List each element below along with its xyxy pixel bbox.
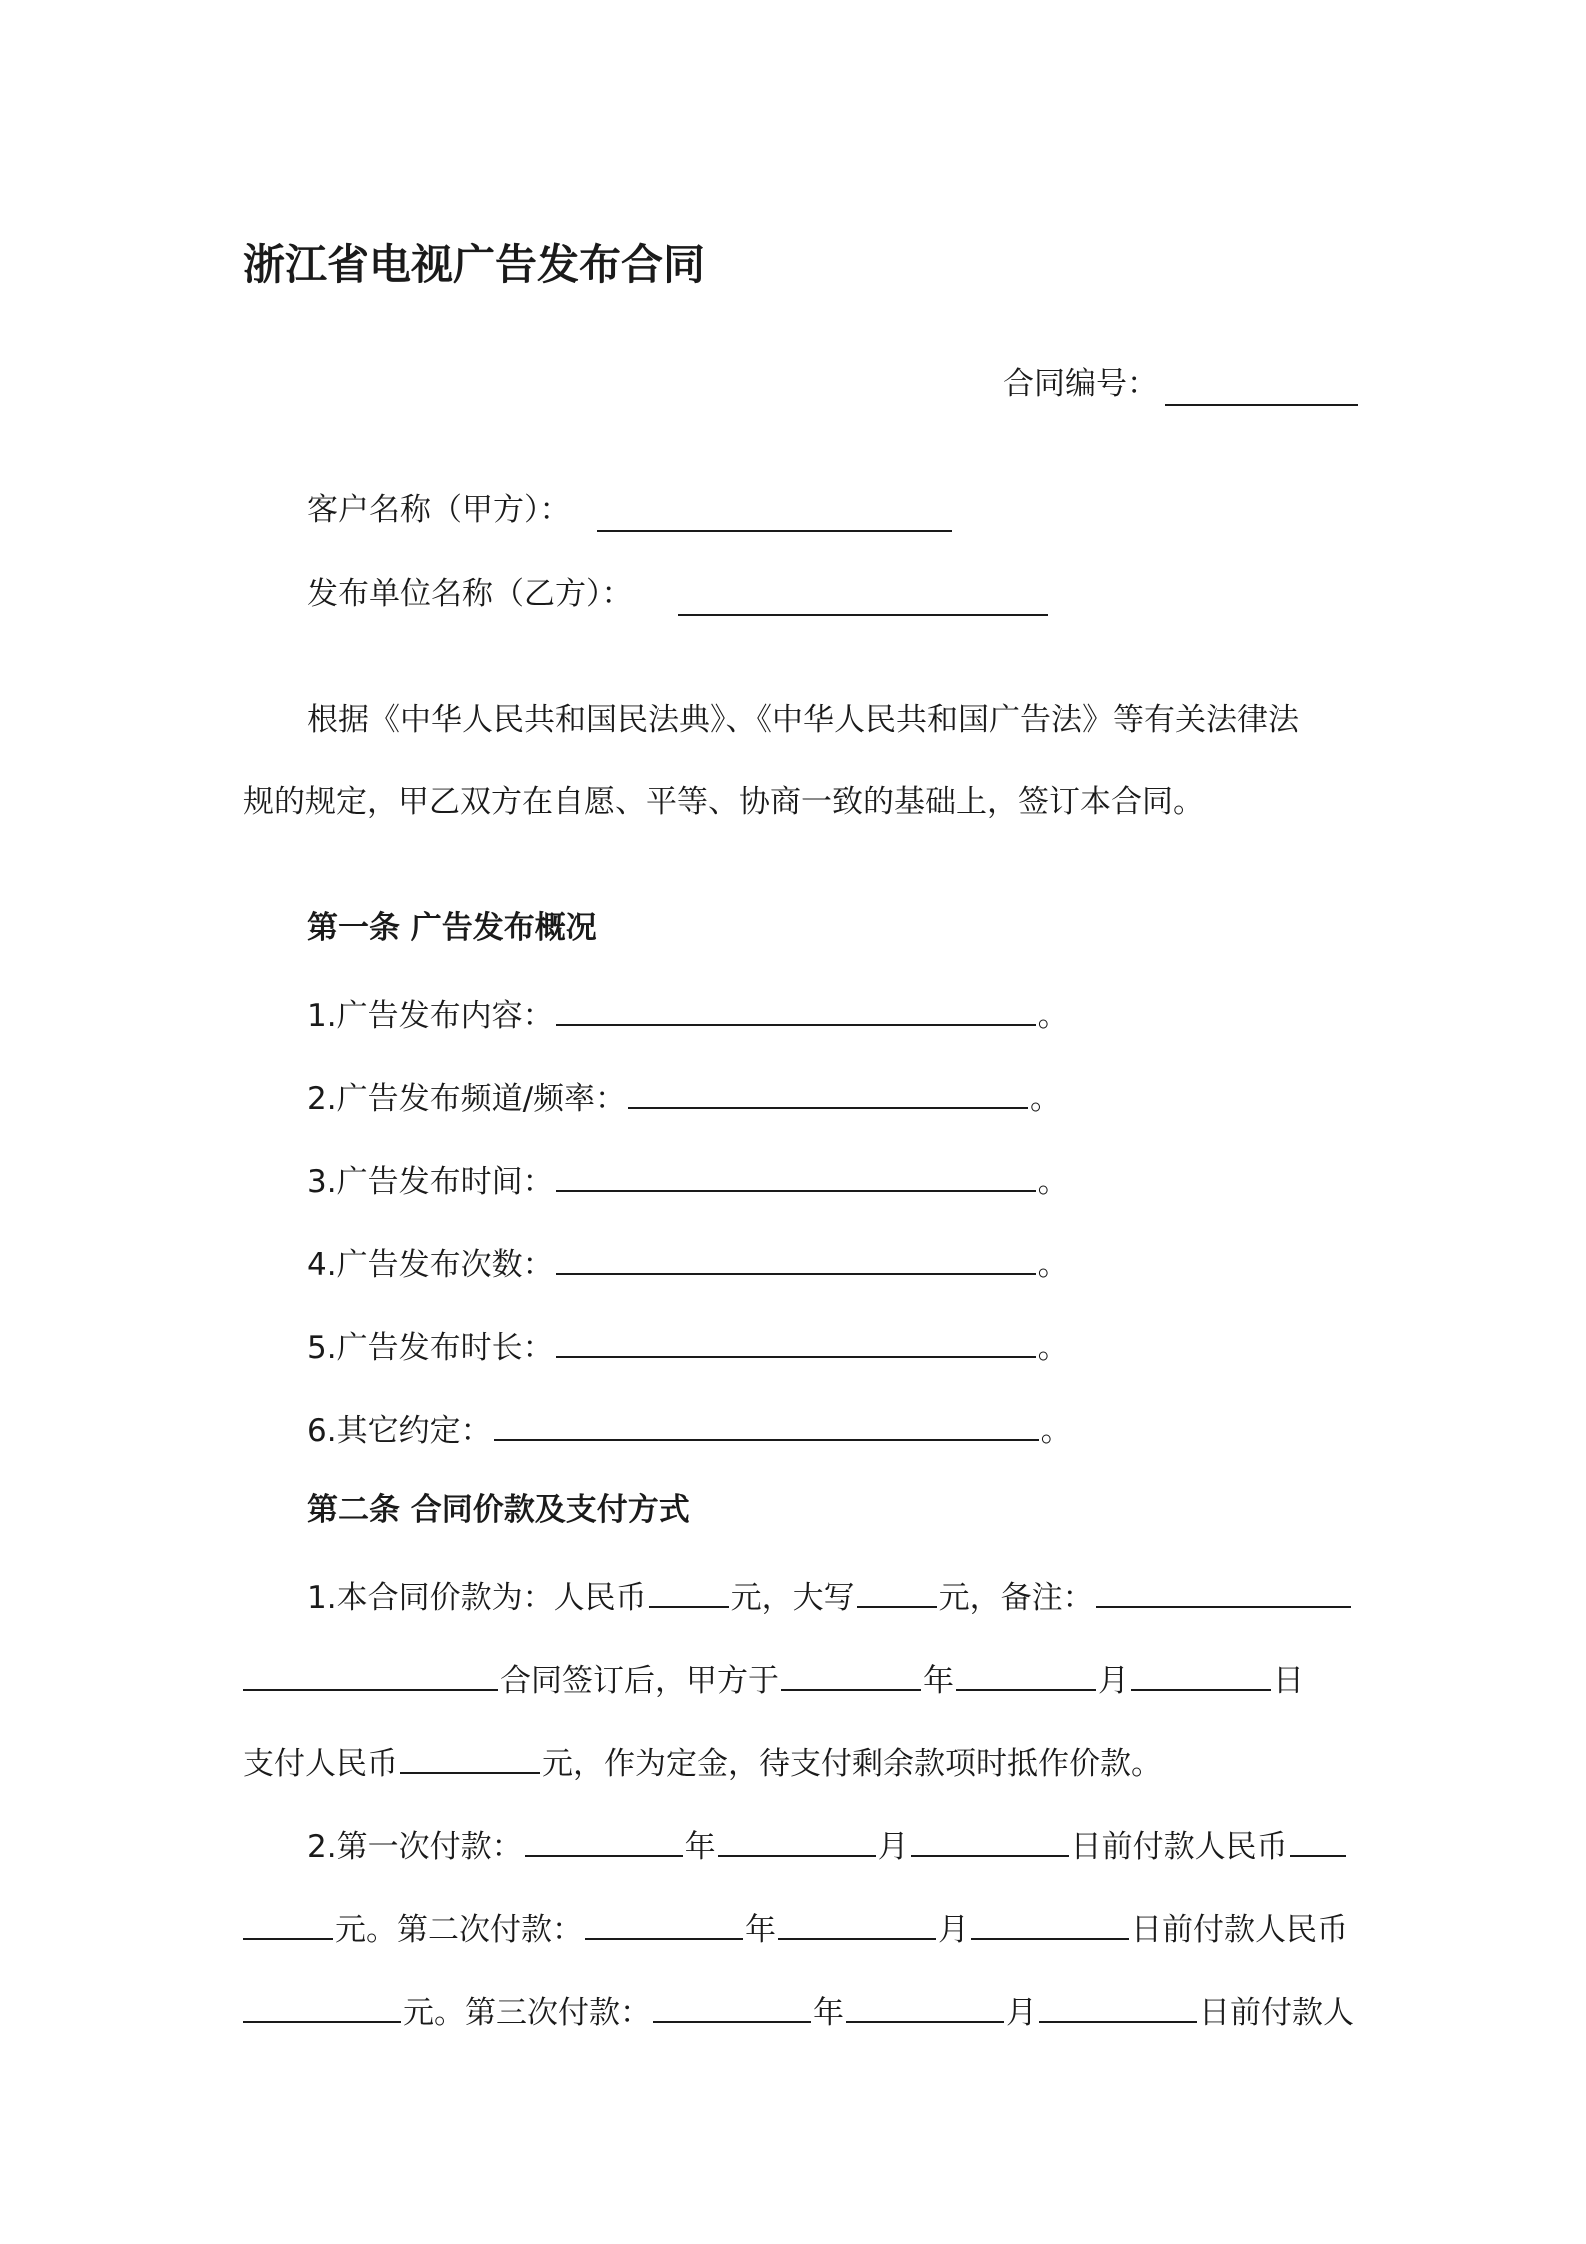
party-b-label: 发布单位名称（乙方）： — [307, 576, 633, 612]
day-blank[interactable] — [1131, 1657, 1271, 1691]
price-words-blank[interactable] — [857, 1574, 937, 1608]
item-label: 6.其它约定： — [307, 1413, 492, 1449]
payment-line-1 — [307, 1823, 1348, 1867]
item-label: 2.广告发布频道/频率： — [307, 1081, 627, 1117]
payment-text: 元。第二次付款： — [335, 1912, 583, 1948]
month-label: 月 — [938, 1912, 969, 1948]
item-label: 3.广告发布时间： — [307, 1164, 554, 1200]
item-blank[interactable] — [628, 1075, 1028, 1109]
year-blank[interactable] — [781, 1657, 921, 1691]
article-1-heading: 第一条 广告发布概况 — [307, 910, 597, 946]
item-blank[interactable] — [556, 1241, 1036, 1275]
preamble-line-1: 根据《中华人民共和国民法典》、《中华人民共和国广告法》等有关法律法 — [307, 702, 1299, 738]
payment-text: 日前付款人民币 — [1131, 1912, 1348, 1948]
day-blank[interactable] — [971, 1906, 1129, 1940]
preamble-line-2: 规的规定，甲乙双方在自愿、平等、协商一致的基础上，签订本合同。 — [243, 784, 1204, 820]
item-end: 。 — [1037, 1164, 1069, 1200]
month-label: 月 — [1098, 1663, 1129, 1699]
contract-no-blank[interactable] — [1165, 404, 1358, 406]
payment-text: 日前付款人民币 — [1070, 1829, 1288, 1865]
amount-blank-cont[interactable] — [243, 1906, 333, 1940]
item-end: 。 — [1037, 1247, 1069, 1283]
document-title: 浙江省电视广告发布合同 — [243, 240, 706, 289]
article-1-item — [307, 1241, 1069, 1285]
item-blank[interactable] — [494, 1407, 1039, 1441]
payment-text: 元。第三次付款： — [403, 1995, 651, 2031]
price-amount-blank[interactable] — [649, 1574, 729, 1608]
day-blank[interactable] — [911, 1823, 1069, 1857]
article-1-item — [307, 1158, 1069, 1202]
price-text: 1.本合同价款为：人民币 — [307, 1580, 647, 1616]
year-blank[interactable] — [585, 1906, 743, 1940]
item-blank[interactable] — [556, 1158, 1036, 1192]
item-end: 。 — [1040, 1413, 1072, 1449]
article-1-item — [307, 1324, 1069, 1368]
price-text: 元，作为定金，待支付剩余款项时抵作价款。 — [542, 1746, 1162, 1782]
day-label: 日 — [1273, 1663, 1304, 1699]
article-1-item — [307, 992, 1069, 1036]
payment-text: 日前付款人 — [1199, 1995, 1354, 2031]
year-label: 年 — [684, 1829, 716, 1865]
year-blank[interactable] — [653, 1989, 811, 2023]
item-blank[interactable] — [556, 992, 1036, 1026]
payment-line-3 — [243, 1989, 1354, 2033]
amount-blank[interactable] — [243, 1989, 401, 2023]
price-line-3 — [243, 1740, 1162, 1784]
year-label: 年 — [923, 1663, 954, 1699]
price-text: 合同签订后，甲方于 — [500, 1663, 779, 1699]
price-text: 元，备注： — [938, 1580, 1094, 1616]
month-blank[interactable] — [956, 1657, 1096, 1691]
price-text: 元，大写 — [730, 1580, 855, 1616]
item-label: 4.广告发布次数： — [307, 1247, 554, 1283]
article-2-heading: 第二条 合同价款及支付方式 — [307, 1492, 690, 1528]
price-line-2 — [243, 1657, 1304, 1701]
month-blank[interactable] — [846, 1989, 1004, 2023]
item-label: 5.广告发布时长： — [307, 1330, 554, 1366]
month-label: 月 — [1006, 1995, 1037, 2031]
payment-line-2 — [243, 1906, 1348, 1950]
article-1-item — [307, 1407, 1072, 1451]
item-end: 。 — [1037, 1330, 1069, 1366]
contract-no-label: 合同编号： — [1003, 366, 1158, 402]
item-blank[interactable] — [556, 1324, 1036, 1358]
remark-blank[interactable] — [1096, 1574, 1351, 1608]
item-end: 。 — [1037, 998, 1069, 1034]
party-a-blank[interactable] — [597, 530, 952, 532]
price-text: 支付人民币 — [243, 1746, 398, 1782]
payment-text: 2.第一次付款： — [307, 1829, 523, 1865]
party-a-label: 客户名称（甲方）： — [307, 492, 571, 528]
year-label: 年 — [745, 1912, 776, 1948]
year-label: 年 — [813, 1995, 844, 2031]
remark-blank-cont[interactable] — [243, 1657, 498, 1691]
month-blank[interactable] — [718, 1823, 876, 1857]
party-b-blank[interactable] — [678, 614, 1048, 616]
article-1-item — [307, 1075, 1061, 1119]
item-label: 1.广告发布内容： — [307, 998, 554, 1034]
price-line-1 — [307, 1574, 1353, 1618]
deposit-blank[interactable] — [400, 1740, 540, 1774]
month-blank[interactable] — [778, 1906, 936, 1940]
amount-blank[interactable] — [1290, 1823, 1346, 1857]
day-blank[interactable] — [1039, 1989, 1197, 2023]
month-label: 月 — [877, 1829, 909, 1865]
year-blank[interactable] — [525, 1823, 683, 1857]
item-end: 。 — [1030, 1081, 1062, 1117]
